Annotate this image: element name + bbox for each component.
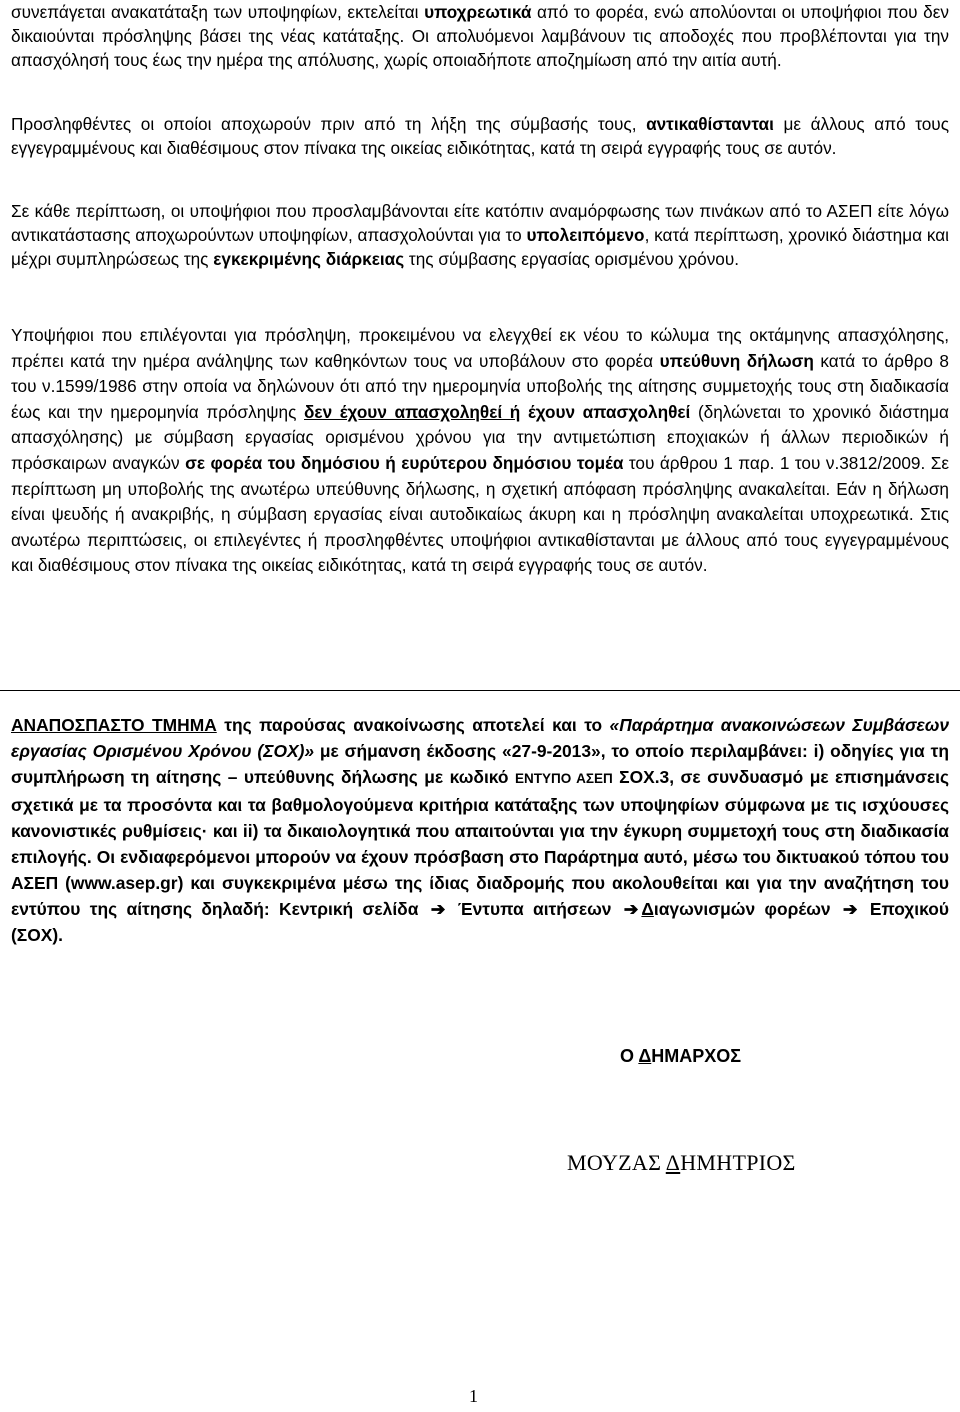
paragraph-declaration — [11, 323, 949, 579]
text: της παρούσας ανακοίνωσης αποτελεί και το — [216, 715, 610, 735]
mayor-name — [567, 1150, 796, 1176]
text: κατά το άρθρο 8 του ν.1599/1986 στην οποία να δηλώνουν ότι από την ημερομηνία υποβολής της αίτησης συμμετοχής τους στη διαδικασία έως και την ημερομηνία πρόσληψης — [11, 350, 949, 422]
bold-text: υπεύθυνη δήλωση — [659, 350, 814, 371]
arrow-right-icon: ➔ — [623, 899, 639, 919]
text: , κατά περίπτωση, χρονικό διάστημα και μέχρι συμπληρώσεως της — [11, 225, 950, 269]
text: ΣΟΧ.3, σε συνδυασμό με επισημάνσεις σχετικά με τα προσόντα και τα βαθμολογούμενα κριτήρια κατάταξης των υποψηφίων σύμφωνα με τις ισχύουσες κανονιστικές ρυθμίσεις· και ii) τα δικαιολογητικά που απαιτούνται για την έγκυρη συμμετοχή τους στη διαδικασία επιλογής. Οι ενδιαφερόμενοι μπορούν να έχουν πρόσβαση στο Παράρτημα αυτό, μέσω του δικτυακού τόπου του ΑΣΕΠ (www.asep.gr) και συγκεκριμένα μέσω της ίδιας διαδρομής που ακολουθείται και για την αναζήτηση του εντύπου της αίτησης δηλαδή: Κεντρική σελίδα — [11, 767, 950, 919]
text: (δηλώνεται το χρονικό διάστημα απασχόλησης) με σύμβαση εργασίας ορισμένου χρόνου για την αντιμετώπιση εποχιακών ή άλλων περιοδικών ή πρόσκαιρων αναγκών — [11, 401, 949, 473]
underlined-letter: Δ — [638, 1046, 652, 1066]
underlined-letter: Δ — [641, 899, 654, 919]
bold-text: εγκεκριμένης διάρκειας — [213, 249, 405, 269]
text: ιαγωνισμών φορέων — [653, 899, 840, 919]
paragraph-remaining-duration — [11, 199, 949, 271]
arrow-right-icon: ➔ — [430, 899, 446, 919]
annex-heading: ΑΝΑΠΟΣΠΑΣΤΟ ΤΜΗΜΑ — [11, 715, 217, 735]
form-code-small: ΕΝΤΥΠΟ ΑΣΕΠ — [515, 771, 613, 786]
text: συνεπάγεται ανακατάταξη των υποψηφίων, εκτελείται — [11, 2, 425, 22]
text: Έντυπα αιτήσεων — [448, 899, 621, 919]
bold-underlined-text: δεν έχουν απασχοληθεί ή — [304, 401, 521, 422]
bold-text: έχουν απασχοληθεί — [520, 401, 691, 422]
mayor-title — [620, 1046, 741, 1067]
paragraph-replacement — [11, 112, 949, 160]
text: με άλλους από τους εγγεγραμμένους και διαθέσιμους στον πίνακα της οικείας ειδικότητας, κατά τη σειρά εγγραφής τους σε αυτόν. — [11, 114, 949, 158]
text: Προσληφθέντες οι οποίοι αποχωρούν πριν από τη λήξη της σύμβασής τους, — [11, 114, 647, 134]
text: από το φορέα, ενώ απολύονται οι υποψήφιοι που δεν δικαιούνται πρόσληψης βάσει της νέας κατάταξης. Οι απολυόμενοι λαμβάνουν τις αποδοχές που προβλέπονται για την απασχόλησή τους έως την ημέρα της απόλυσης, χωρίς οποιαδήποτε αποζημίωση από την αιτία αυτή. — [11, 2, 949, 70]
text: Εποχικού (ΣΟΧ). — [11, 899, 949, 945]
page-number: 1 — [469, 1386, 478, 1406]
bold-text: σε φορέα του δημόσιου ή ευρύτερου δημόσιου τομέα — [185, 452, 624, 473]
paragraph-reclassification — [11, 0, 949, 72]
annex-notice — [11, 712, 949, 948]
text: Ο — [620, 1046, 639, 1066]
text: ΗΜΗΤΡΙΟΣ — [680, 1150, 796, 1175]
arrow-right-icon: ➔ — [842, 899, 858, 919]
text: Υποψήφιοι που επιλέγονται για πρόσληψη, προκειμένου να ελεγχθεί εκ νέου το κώλυμα της οκτάμηνης απασχόλησης, πρέπει κατά την ημέρα ανάληψης των καθηκόντων τους να υποβάλουν στο φορέα — [11, 325, 949, 371]
text: της σύμβασης εργασίας ορισμένου χρόνου. — [404, 249, 740, 269]
underlined-letter: Δ — [665, 1150, 681, 1175]
text: ΜΟΥΖΑΣ — [567, 1150, 666, 1175]
bold-text: υποχρεωτικά — [424, 2, 532, 22]
bold-text: υπολειπόμενο — [526, 225, 645, 245]
text: ΗΜΑΡΧΟΣ — [651, 1046, 742, 1066]
annex-title-italic: «Παράρτημα ανακοινώσεων Συμβάσεων εργασίας Ορισμένου Χρόνου (ΣΟΧ)» — [11, 715, 949, 761]
text: με σήμανση έκδοσης «27-9-2013», το οποίο περιλαμβάνει: i) οδηγίες για τη συμπλήρωση τη αίτησης – υπεύθυνης δήλωσης με κωδικό — [11, 741, 949, 787]
bold-text: αντικαθίστανται — [646, 114, 774, 134]
text: Σε κάθε περίπτωση, οι υποψήφιοι που προσλαμβάνονται είτε κατόπιν αναμόρφωσης των πινάκων από το ΑΣΕΠ είτε λόγω αντικατάστασης αποχωρούντων υποψηφίων, απασχολούνται για το — [11, 201, 949, 245]
text: του άρθρου 1 παρ. 1 του ν.3812/2009. Σε περίπτωση μη υποβολής της ανωτέρω υπεύθυνης δήλωσης, η σχετική απόφαση πρόσληψης ανακαλείται. Εάν η δήλωση είναι ψευδής ή ανακριβής, η σύμβαση εργασίας είναι αυτοδικαίως άκυρη και η πρόσληψη ανακαλείται υποχρεωτικά. Στις ανωτέρω περιπτώσεις, οι επιλεγέντες ή προσληφθέντες υποψήφιοι αντικαθίστανται με άλλους από τους εγγεγραμμένους και διαθέσιμους στον πίνακα της οικείας ειδικότητας, κατά τη σειρά εγγραφής τους σε αυτόν. — [11, 452, 949, 576]
